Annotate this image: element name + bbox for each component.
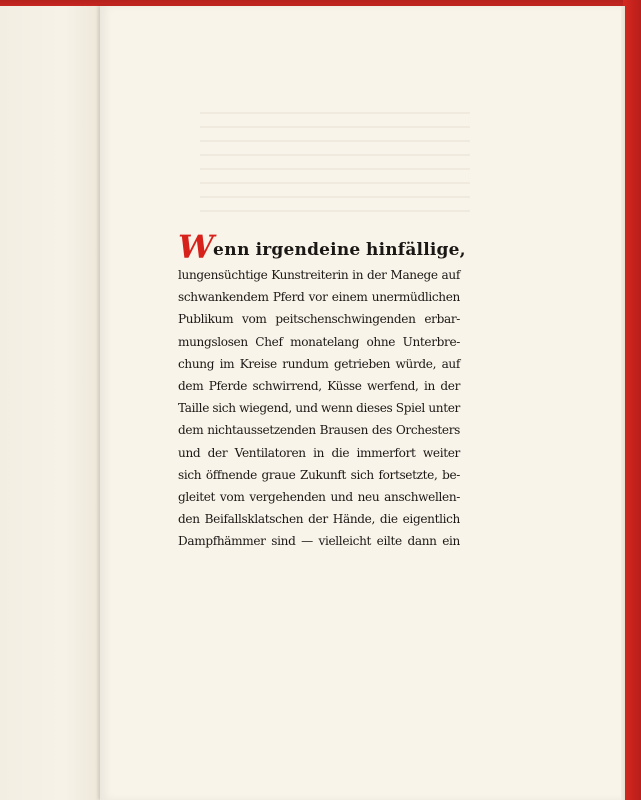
cover-edge-right [623,0,641,800]
text-line: sich öffnende graue Zukunft sich fortsetzte, be- [178,467,460,482]
text-line: Taille sich wiegend, und wenn dieses Spiel unter [178,401,460,416]
text-line: dem Pferde schwirrend, Küsse werfend, in der [178,378,460,393]
text-line: den Beifallsklatschen der Hände, die eigentlich [178,512,460,527]
previous-page-leaf [0,6,108,800]
first-line-rest: irgendeine hinfällige, [249,240,466,260]
first-line [178,228,466,266]
show-through-text [200,112,470,224]
text-line: Dampfhämmer sind — vielleicht eilte dann ein [178,534,460,549]
text-line: schwankendem Pferd vor einem unermüdlichen [178,290,460,305]
text-line: gleitet vom vergehenden und neu anschwellen- [178,489,460,504]
drop-initial: W [178,228,213,266]
text-line: Publikum vom peitschenschwingenden erbar- [178,312,460,327]
text-line: und der Ventilatoren in die immerfort weiter [178,445,460,460]
first-word-rest: enn [212,240,250,260]
text-line: mungslosen Chef monatelang ohne Unterbre- [178,334,460,349]
text-line: chung im Kreise rundum getrieben würde, auf [178,356,460,371]
text-line: dem nichtaussetzenden Brausen des Orchesters [178,423,460,438]
text-line: lungensüchtige Kunstreiterin in der Manege auf [178,268,460,282]
prose-paragraph [178,228,466,552]
